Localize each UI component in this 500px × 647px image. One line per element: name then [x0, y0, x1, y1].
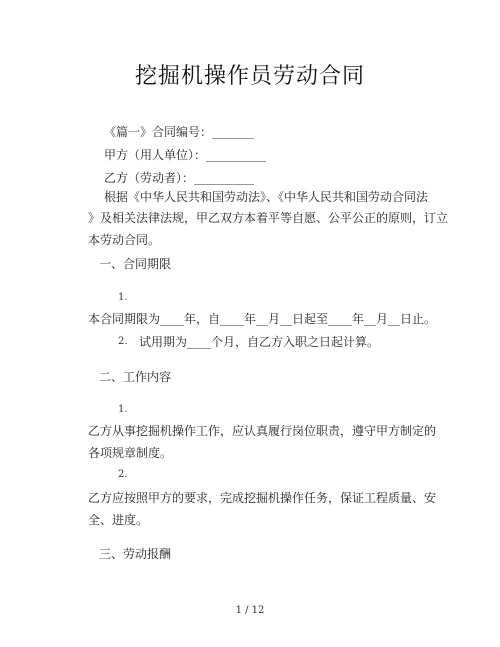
work-item-1-line-2: 各项规章制度。	[88, 446, 173, 460]
work-item-2-line-1: 乙方应按照甲方的要求，完成挖掘机操作任务，保证工程质量、安	[88, 491, 437, 505]
section-heading-pay: 三、劳动报酬	[99, 547, 172, 561]
section-heading-work: 二、工作内容	[99, 370, 172, 384]
contract-number-line: 《篇一》合同编号：_______	[104, 125, 255, 139]
work-item-2-number: 2.	[118, 469, 128, 480]
party-b-line: 乙方（劳动者）：__________	[104, 171, 255, 185]
term-item-1-number: 1.	[118, 292, 128, 303]
work-item-1-line-1: 乙方从事挖掘机操作工作，应认真履行岗位职责，遵守甲方制定的	[88, 424, 437, 438]
term-item-1-text: 本合同期限为____年，自____年__月__日起至____年__月__日止。	[88, 312, 437, 326]
term-item-2-number: 2.	[118, 336, 128, 347]
party-a-line: 甲方（用人单位）：__________	[104, 148, 267, 162]
preamble-line-1: 根据《中华人民共和国劳动法》、《中华人民共和国劳动合同法	[104, 190, 429, 204]
page-number: 1 / 12	[235, 605, 265, 616]
preamble-line-2: 》及相关法律法规，甲乙双方本着平等自愿、公平公正的原则，订立	[88, 211, 449, 225]
work-item-2-line-2: 全、进度。	[88, 513, 149, 527]
work-item-1-number: 1.	[118, 404, 128, 415]
document-title: 挖掘机操作员劳动合同	[134, 64, 365, 89]
section-heading-term: 一、合同期限	[99, 257, 172, 271]
preamble-line-3: 本劳动合同。	[88, 233, 161, 247]
term-item-2-text: 试用期为____个月，自乙方入职之日起计算。	[139, 335, 380, 349]
